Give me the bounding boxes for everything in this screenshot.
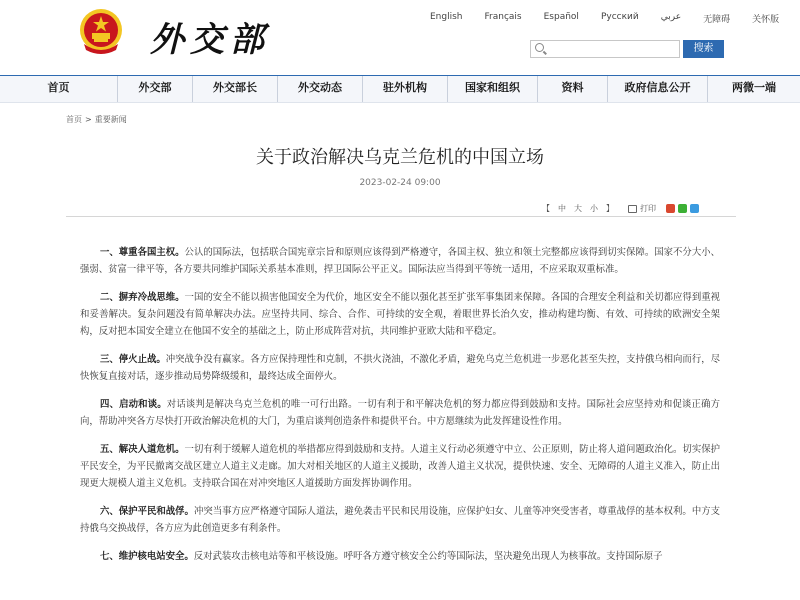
font-size-bracket-close: 】: [606, 204, 614, 213]
article-paragraph: [80, 351, 720, 385]
qq-share-icon[interactable]: [690, 204, 699, 213]
share-buttons: [666, 204, 699, 213]
paragraph-text: 对话谈判是解决乌克兰危机的唯一可行出路。一切有利于和平解决危机的努力都应得到鼓励和支持。国际社会应坚持劝和促谈正确方向，帮助冲突各方尽快打开政治解决危机的大门，为重启谈判创造条件和提供平台。中方愿继续为此发挥建设性作用。: [80, 399, 720, 427]
article-paragraph: [80, 503, 720, 537]
lang-link-spanish[interactable]: Español: [543, 12, 579, 22]
nav-item-countries-organizations[interactable]: 国家和组织: [448, 76, 538, 102]
site-header: [0, 0, 800, 75]
lang-link-russian[interactable]: Русский: [600, 12, 639, 22]
wechat-share-icon[interactable]: [678, 204, 687, 213]
weibo-share-icon[interactable]: [666, 204, 675, 213]
nav-item-wechat-weibo-app[interactable]: 两微一端: [732, 81, 776, 94]
paragraph-heading: 二、摒弃冷战思维。: [100, 292, 185, 303]
font-size-large-button[interactable]: 中: [558, 204, 566, 213]
nav-item-government-info[interactable]: 政府信息公开: [608, 76, 708, 102]
article-body: [80, 244, 720, 576]
breadcrumb-separator: >: [85, 115, 92, 124]
title-divider: [66, 216, 736, 217]
article-title: 关于政治解决乌克兰危机的中国立场: [256, 147, 544, 168]
font-size-medium-button[interactable]: 大: [574, 204, 582, 213]
article-paragraph: [80, 441, 720, 492]
language-links: [430, 12, 779, 25]
lang-link-arabic[interactable]: عربي: [660, 12, 682, 22]
site-logo-calligraphy[interactable]: 外交部: [150, 20, 270, 60]
nav-item-resources[interactable]: 资料: [538, 76, 608, 102]
paragraph-heading: 五、解决人道危机。: [100, 444, 185, 455]
paragraph-text: 冲突当事方应严格遵守国际人道法，避免袭击平民和民用设施，应保护妇女、儿童等冲突受害者，尊重战俘的基本权利。中方支持俄乌交换战俘，各方应为此创造更多有利条件。: [80, 506, 720, 534]
paragraph-text: 反对武装攻击核电站等和平核设施。呼吁各方遵守核安全公约等国际法，坚决避免出现人为核事故。支持国际原子: [193, 551, 663, 562]
article-tools: [538, 203, 699, 214]
nav-item-minister[interactable]: 外交部长: [193, 76, 278, 102]
paragraph-heading: 六、保护平民和战俘。: [100, 506, 194, 517]
paragraph-text: 一切有利于缓解人道危机的举措都应得到鼓励和支持。人道主义行动必须遵守中立、公正原则，防止将人道问题政治化。切实保护平民安全，为平民撤离交战区建立人道主义走廊。加大对相关地区的人道主义援助，改善人道主义状况，提供快速、安全、无障碍的人道主义准入，防止出现更大规模人道主义危机。支持联合国在对冲突地区人道援助方面发挥协调作用。: [80, 444, 720, 489]
care-version-link[interactable]: 关怀版: [752, 15, 780, 25]
article-date: 2023-02-24 09:00: [359, 178, 441, 188]
paragraph-text: 一国的安全不能以损害他国安全为代价，地区安全不能以强化甚至扩张军事集团来保障。各国的合理安全利益和关切都应得到重视和妥善解决。复杂问题没有简单解决办法。应坚持共同、综合、合作、可持续的安全观，着眼世界长治久安，推动构建均衡、有效、可持续的欧洲安全架构，反对把本国安全建立在他国不安全的基础之上，防止形成阵营对抗，共同维护亚欧大陆和平稳定。: [80, 292, 720, 337]
breadcrumb-home[interactable]: 首页: [66, 115, 82, 124]
search-box: [530, 40, 680, 58]
paragraph-text: 冲突战争没有赢家。各方应保持理性和克制，不拱火浇油，不激化矛盾，避免乌克兰危机进一步恶化甚至失控，支持俄乌相向而行，尽快恢复直接对话，逐步推动局势降级缓和，最终达成全面停火。: [80, 354, 720, 382]
lang-link-english[interactable]: English: [430, 12, 463, 22]
accessibility-link[interactable]: 无障碍: [703, 15, 731, 25]
nav-item-missions-abroad[interactable]: 驻外机构: [363, 76, 448, 102]
nav-item-ministry[interactable]: 外交部: [118, 76, 193, 102]
print-icon: [628, 205, 637, 213]
main-nav: [0, 75, 800, 103]
paragraph-heading: 七、维护核电站安全。: [100, 551, 194, 562]
breadcrumb: [66, 114, 127, 125]
nav-item-home[interactable]: 首页: [0, 76, 118, 102]
paragraph-text: 公认的国际法，包括联合国宪章宗旨和原则应该得到严格遵守，各国主权、独立和领土完整都应该得到切实保障。国家不分大小、强弱、贫富一律平等，各方要共同维护国际关系基本准则，捍卫国际公平正义。国际法应当得到平等统一适用，不应采取双重标准。: [80, 247, 720, 275]
print-label: 打印: [640, 204, 656, 213]
lang-link-french[interactable]: Français: [484, 12, 522, 22]
search-input[interactable]: [547, 41, 677, 57]
font-size-small-button[interactable]: 小: [590, 204, 598, 213]
font-size-controls: [538, 203, 618, 214]
article-paragraph: [80, 548, 720, 565]
breadcrumb-section[interactable]: 重要新闻: [94, 115, 127, 124]
font-size-bracket-open: 【: [542, 204, 550, 213]
article-paragraph: [80, 289, 720, 340]
nav-item-diplomatic-news[interactable]: 外交动态: [278, 76, 363, 102]
print-button[interactable]: [628, 203, 656, 214]
paragraph-heading: 三、停火止战。: [100, 354, 166, 365]
search-button[interactable]: 搜索: [683, 40, 724, 58]
article-paragraph: [80, 396, 720, 430]
search-icon: [535, 43, 544, 52]
national-emblem-icon[interactable]: [78, 6, 124, 56]
article-paragraph: [80, 244, 720, 278]
paragraph-heading: 四、启动和谈。: [100, 399, 167, 410]
paragraph-heading: 一、尊重各国主权。: [100, 247, 185, 258]
